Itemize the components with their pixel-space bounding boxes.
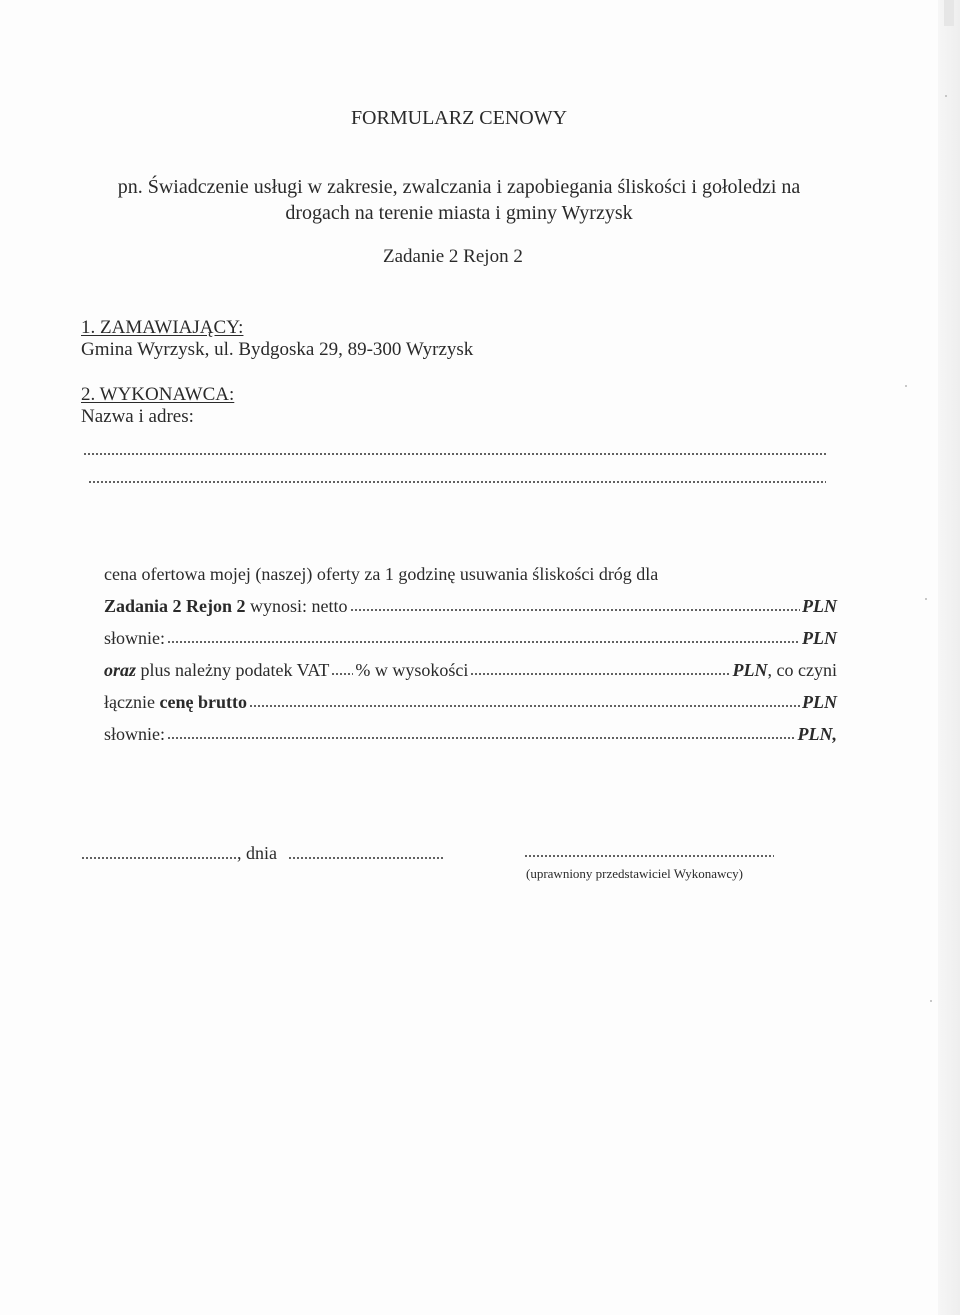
net-words-field[interactable] [167,640,800,644]
gross-words-field[interactable] [167,736,796,740]
scan-edge-shadow [938,0,960,1315]
vat-rate-field[interactable] [331,672,353,676]
task-reference: Zadania 2 Rejon 2 [104,596,246,616]
gross-words-row [104,721,837,745]
signature-caption: (uprawniony przedstawiciel Wykonawcy) [526,866,744,881]
vat-row [104,657,837,681]
place-field[interactable] [81,856,236,860]
offer-intro: cena ofertowa mojej (naszej) oferty za 1 godzinę usuwania śliskości dróg dla [104,564,659,584]
scan-speck [905,385,907,387]
net-price-currency: PLN [802,596,837,616]
gross-words-label: słownie: [104,724,165,744]
gross-words-currency: PLN, [797,724,837,744]
task-label: Zadanie 2 Rejon 2 [383,246,523,267]
gross-price-currency: PLN [802,692,837,712]
subject-line-2: drogach na terenie miasta i gminy Wyrzysk [285,202,633,224]
scan-speck [930,1000,932,1002]
gross-price-row [104,689,837,713]
vat-amount-label: % w wysokości [355,660,469,680]
date-label: , dnia [237,843,277,863]
client-heading: 1. ZAMAWIAJĄCY: [81,317,244,338]
vat-amount-field[interactable] [470,672,730,676]
net-words-currency: PLN [802,628,837,648]
scan-speck [925,598,927,600]
client-address: Gmina Wyrzysk, ul. Bydgoska 29, 89-300 Wyrzysk [81,339,474,360]
scan-edge-mark [944,0,954,26]
net-words-row [104,625,837,649]
net-price-label: wynosi: netto [250,596,348,616]
vat-label: plus należny podatek VAT [140,660,330,680]
gross-price-label: cenę brutto [159,692,247,712]
net-price-field[interactable] [350,608,800,612]
signature-field[interactable] [524,854,774,858]
gross-price-field[interactable] [249,704,800,708]
vat-tail: , co czyni [767,660,837,680]
contractor-heading: 2. WYKONAWCA: [81,384,235,405]
vat-and-label: oraz [104,660,137,680]
net-words-label: słownie: [104,628,165,648]
subject-line-1: pn. Świadczenie usługi w zakresie, zwalczania i zapobiegania śliskości i gołoledzi na [117,176,801,198]
vat-currency: PLN [732,660,768,680]
gross-total-label: łącznie [104,692,155,712]
date-field[interactable] [288,856,443,860]
contractor-name-field[interactable] [83,452,826,456]
form-title: FORMULARZ CENOWY [350,107,568,129]
contractor-name-label: Nazwa i adres: [81,406,194,427]
scan-speck [945,95,947,97]
net-price-row [104,593,837,617]
contractor-address-field[interactable] [88,480,826,484]
